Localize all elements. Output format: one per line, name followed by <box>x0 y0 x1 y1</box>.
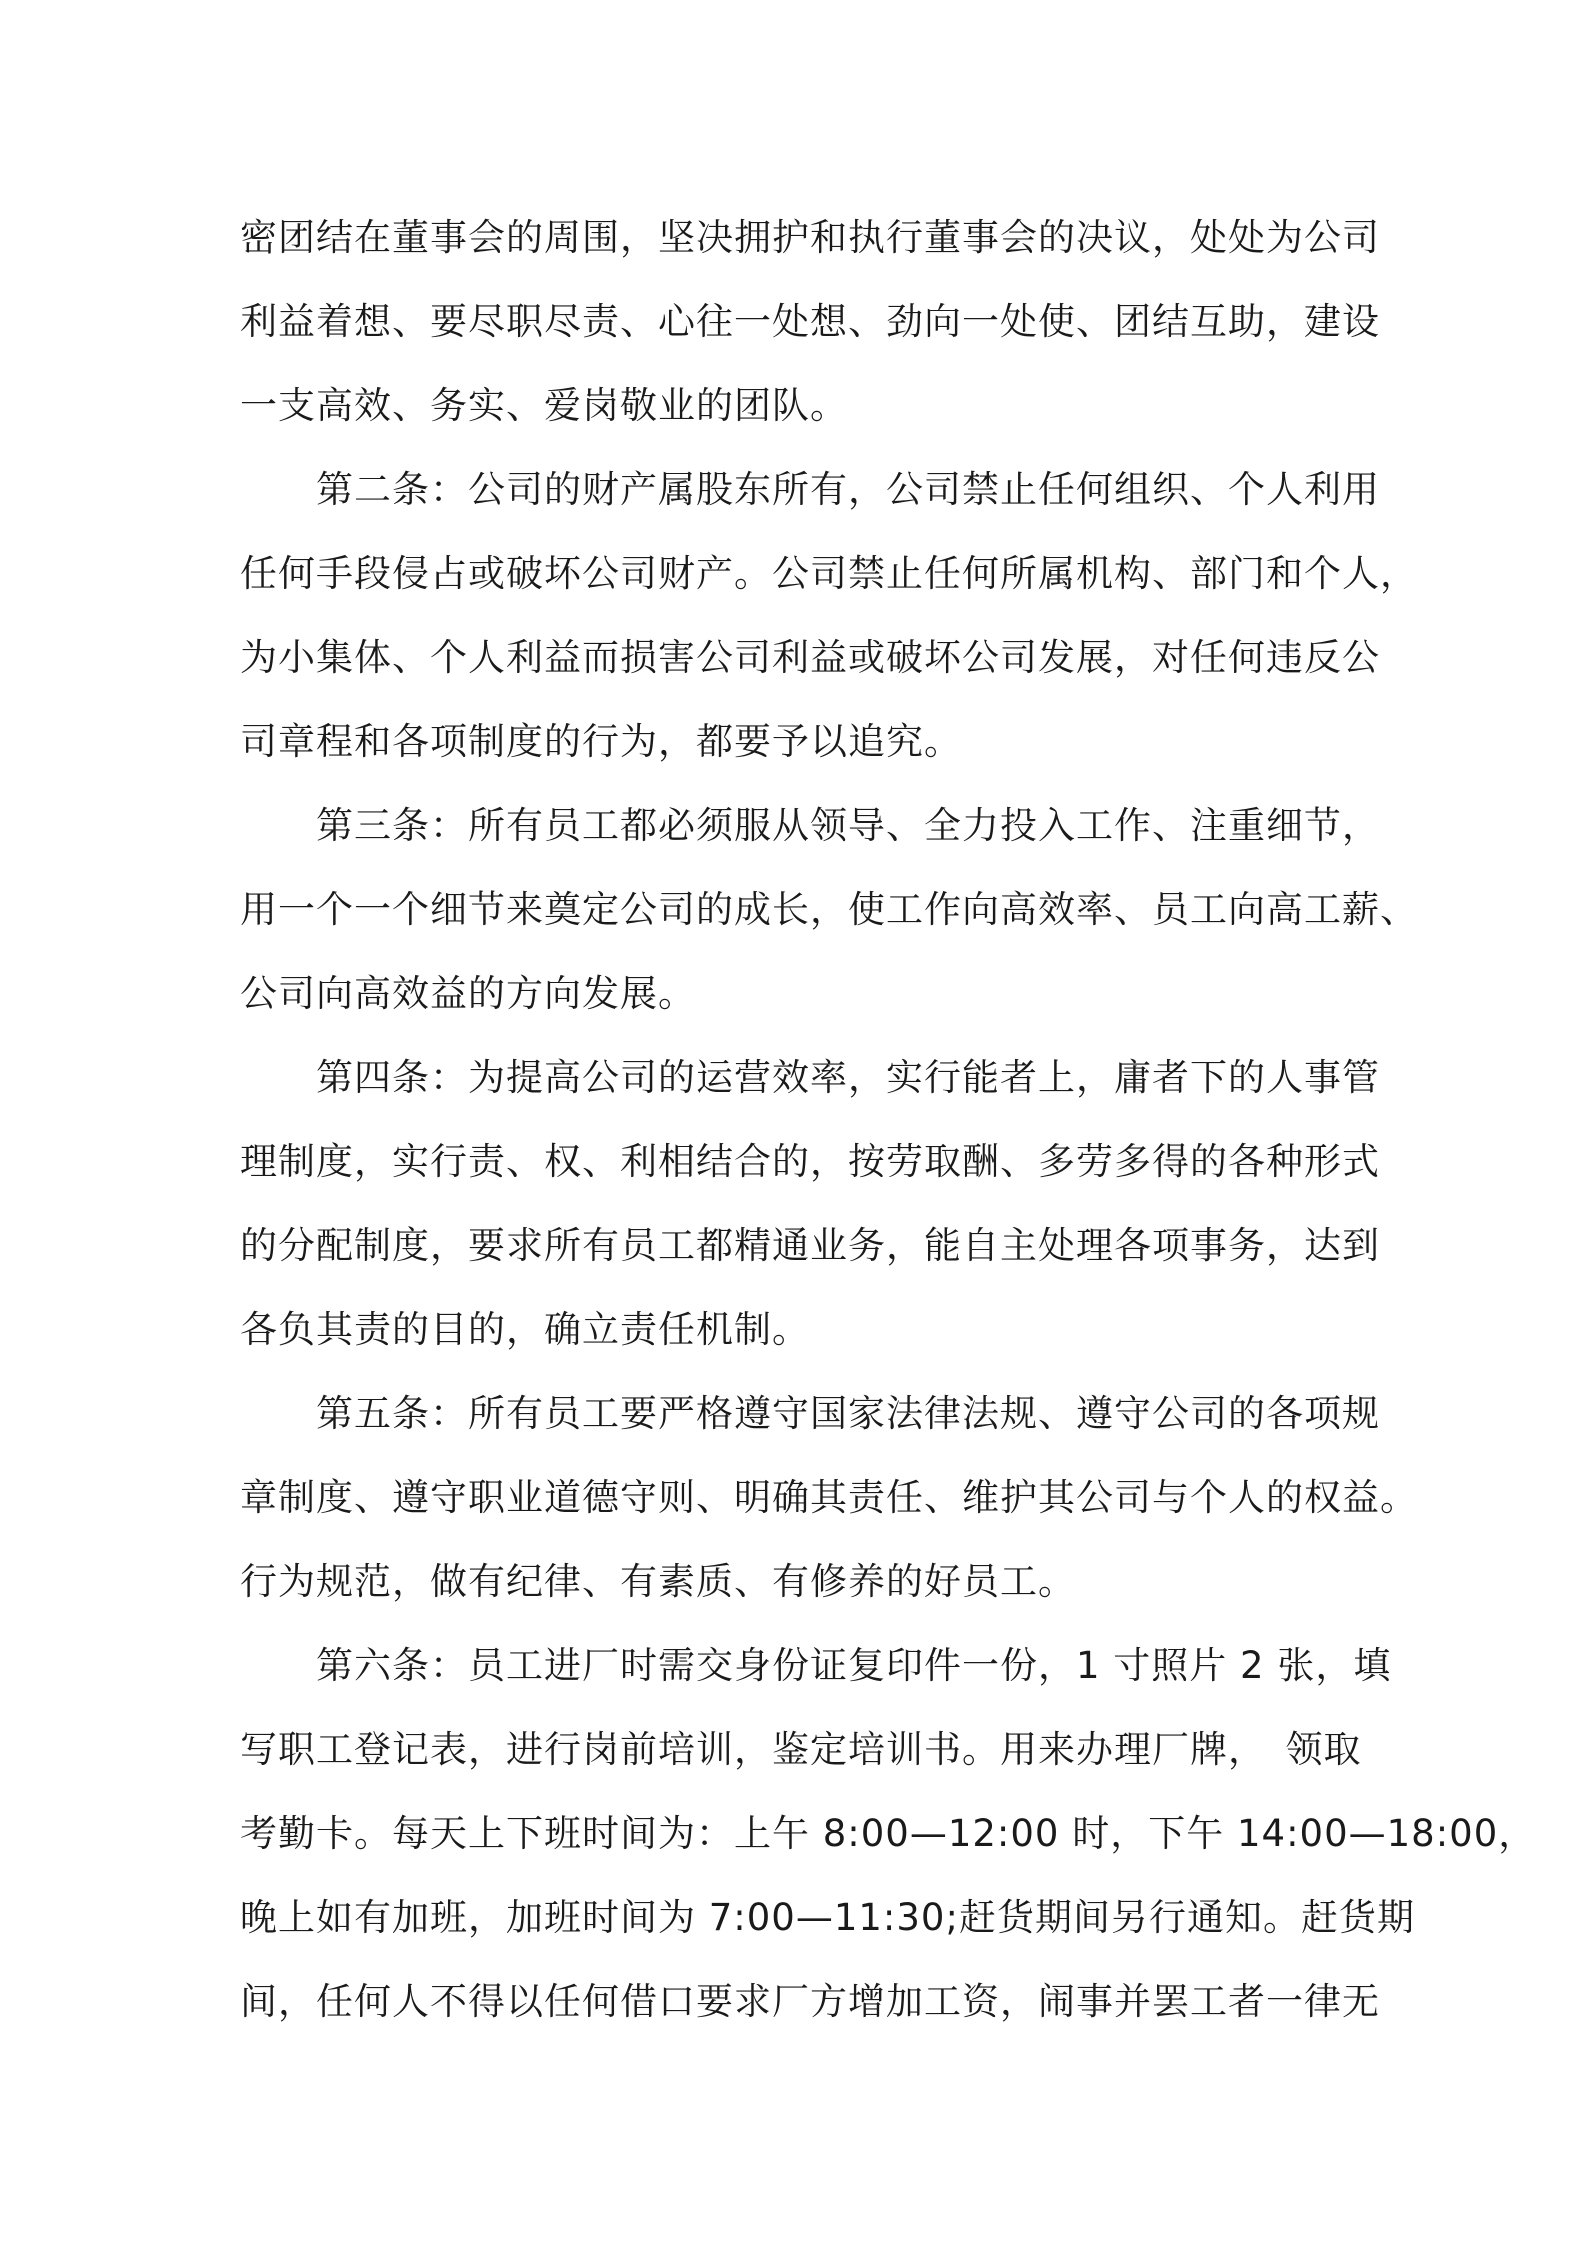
text-line: 理制度，实行责、权、利相结合的，按劳取酬、多劳多得的各种形式 <box>240 1140 1380 1183</box>
text-line: 为小集体、个人利益而损害公司利益或破坏公司发展，对任何违反公 <box>240 636 1380 679</box>
text-line: 第三条：所有员工都必须服从领导、全力投入工作、注重细节， <box>240 804 1380 847</box>
text-line: 写职工登记表，进行岗前培训，鉴定培训书。用来办理厂牌， 领取 <box>240 1728 1362 1771</box>
text-line: 第二条：公司的财产属股东所有，公司禁止任何组织、个人利用 <box>240 468 1380 511</box>
text-line: 第五条：所有员工要严格遵守国家法律法规、遵守公司的各项规 <box>240 1392 1380 1435</box>
text-line: 司章程和各项制度的行为，都要予以追究。 <box>240 720 962 763</box>
document-body <box>240 196 1537 2044</box>
text-line: 用一个一个细节来奠定公司的成长，使工作向高效率、员工向高工薪、 <box>240 888 1418 931</box>
text-line: 章制度、遵守职业道德守则、明确其责任、维护其公司与个人的权益。 <box>240 1476 1418 1519</box>
text-line: 任何手段侵占或破坏公司财产。公司禁止任何所属机构、部门和个人， <box>240 552 1418 595</box>
text-line: 间，任何人不得以任何借口要求厂方增加工资，闹事并罢工者一律无 <box>240 1980 1380 2023</box>
text-line: 一支高效、务实、爱岗敬业的团队。 <box>240 384 848 427</box>
text-line: 利益着想、要尽职尽责、心往一处想、劲向一处使、团结互助，建设 <box>240 300 1380 343</box>
text-line: 第六条：员工进厂时需交身份证复印件一份，1 寸照片 2 张，填 <box>240 1644 1392 1687</box>
text-line: 晚上如有加班，加班时间为 7:00—11:30;赶货期间另行通知。赶货期 <box>240 1896 1415 1939</box>
text-line: 第四条：为提高公司的运营效率，实行能者上，庸者下的人事管 <box>240 1056 1380 1099</box>
text-line: 的分配制度，要求所有员工都精通业务，能自主处理各项事务，达到 <box>240 1224 1380 1267</box>
text-line: 公司向高效益的方向发展。 <box>240 972 696 1015</box>
text-line: 密团结在董事会的周围，坚决拥护和执行董事会的决议，处处为公司 <box>240 216 1380 259</box>
text-line: 行为规范，做有纪律、有素质、有修养的好员工。 <box>240 1560 1076 1603</box>
text-line: 各负其责的目的，确立责任机制。 <box>240 1308 810 1351</box>
text-line: 考勤卡。每天上下班时间为：上午 8:00—12:00 时，下午 14:00—18:00， <box>240 1812 1537 1855</box>
